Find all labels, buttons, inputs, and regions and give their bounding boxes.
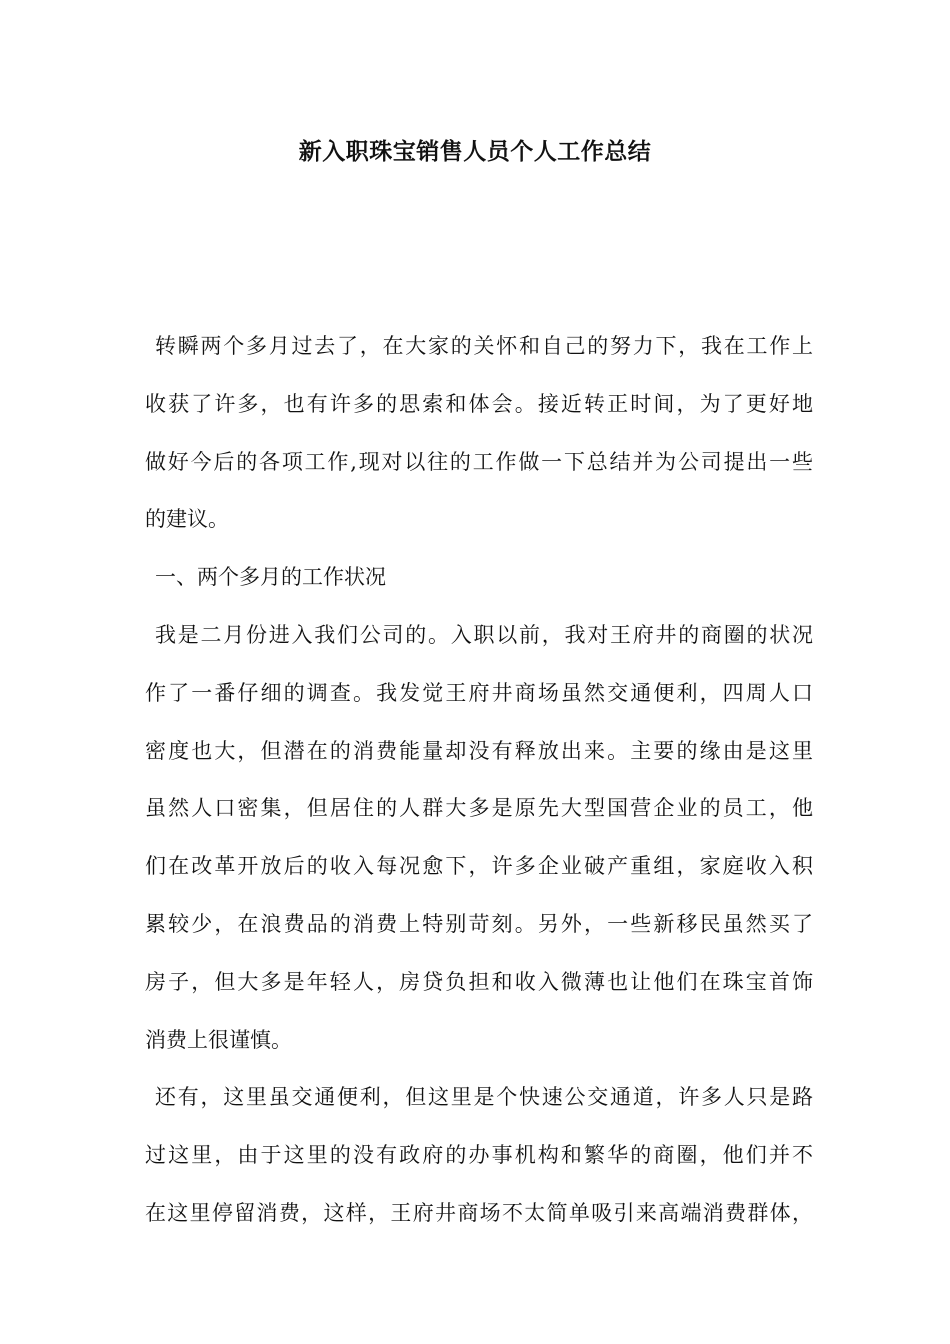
paragraph-2-line-8: 消费上很谨慎。 [145, 1027, 292, 1052]
paragraph-2-line-6: 累较少，在浪费品的消费上特别苛刻。另外，一些新移民虽然买了 [145, 911, 813, 936]
paragraph-1-line-2: 收获了许多，也有许多的思索和体会。接近转正时间，为了更好地 [145, 391, 813, 416]
paragraph-2-line-4: 虽然人口密集，但居住的人群大多是原先大型国营企业的员工，他 [145, 796, 813, 821]
paragraph-2-line-2: 作了一番仔细的调查。我发觉王府井商场虽然交通便利，四周人口 [145, 680, 813, 705]
paragraph-3-line-3: 在这里停留消费，这样，王府井商场不太简单吸引来高端消费群体， [145, 1200, 813, 1225]
paragraph-1-line-1: 转瞬两个多月过去了，在大家的关怀和自己的努力下，我在工作上 [155, 334, 813, 358]
document-title: 新入职珠宝销售人员个人工作总结 [298, 138, 652, 165]
paragraph-2-line-7: 房子，但大多是年轻人，房贷负担和收入微薄也让他们在珠宝首饰 [145, 969, 813, 994]
paragraph-2-line-1: 我是二月份进入我们公司的。入职以前，我对王府井的商圈的状况 [155, 622, 813, 647]
section-heading-1: 一、两个多月的工作状况 [155, 565, 386, 590]
paragraph-2-line-5: 们在改革开放后的收入每况愈下，许多企业破产重组，家庭收入积 [145, 854, 813, 879]
document-body [145, 318, 813, 1243]
paragraph-3-line-1: 还有，这里虽交通便利，但这里是个快速公交通道，许多人只是路 [155, 1085, 813, 1110]
paragraph-1-line-3: 做好今后的各项工作,现对以往的工作做一下总结并为公司提出一些 [145, 449, 813, 474]
paragraph-2-line-3: 密度也大，但潜在的消费能量却没有释放出来。主要的缘由是这里 [145, 738, 813, 763]
paragraph-1-line-4: 的建议。 [145, 507, 229, 532]
paragraph-3-line-2: 过这里，由于这里的没有政府的办事机构和繁华的商圈，他们并不 [145, 1143, 813, 1168]
